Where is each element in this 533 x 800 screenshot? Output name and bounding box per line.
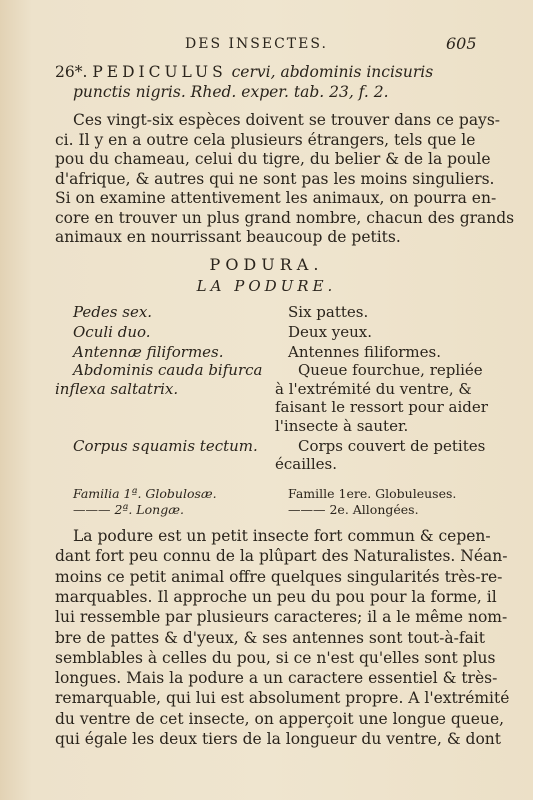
section-french-title: LA PODURE. <box>196 277 337 295</box>
text-line: animaux en nourrissant beaucoup de petits. <box>55 228 401 246</box>
page-number: 605 <box>446 34 477 53</box>
character-latin: Abdominis cauda bifurca <box>73 361 263 379</box>
species-entry-line1 <box>55 62 433 82</box>
character-latin: Corpus squamis tectum. <box>73 437 258 455</box>
character-latin: inflexa saltatrix. <box>55 380 179 398</box>
character-french: à l'extrémité du ventre, & <box>275 380 472 398</box>
family-latin-1: Familia 1ª. Globulosæ. <box>73 486 217 501</box>
character-french: l'insecte à sauter. <box>275 417 409 435</box>
family-latin-2: ——— 2ª. Longæ. <box>73 502 184 517</box>
character-french: Corps couvert de petites <box>298 437 486 455</box>
character-french: Antennes filiformes. <box>288 343 441 361</box>
text-line: semblables à celles du pou, si ce n'est qu'elles sont plus <box>55 648 496 667</box>
running-header <box>0 36 533 56</box>
character-latin: Pedes sex. <box>73 303 153 321</box>
text-line: pou du chameau, celui du tigre, du belier & de la poule <box>55 150 491 168</box>
text-line: longues. Mais la podure a un caractere essentiel & très- <box>55 669 498 688</box>
family-french-2: ——— 2e. Allongées. <box>288 502 419 517</box>
species-description: cervi, abdominis incisuris <box>231 63 434 81</box>
text-line: moins ce petit animal offre quelques singularités très-re- <box>55 567 503 586</box>
text-line: ci. Il y en a outre cela plusieurs étrangers, tels que le <box>55 130 476 149</box>
running-title: DES INSECTES. <box>185 36 328 52</box>
text-line: La podure est un petit insecte fort commun & cepen- <box>73 527 491 545</box>
species-entry-line2: punctis nigris. Rhed. exper. tab. 23, f. 2. <box>73 83 389 101</box>
text-line: dant fort peu connu de la plûpart des Naturalistes. Néan- <box>55 547 508 566</box>
family-french-1: Famille 1ere. Globuleuses. <box>288 486 457 501</box>
text-line: d'afrique, & autres qui ne sont pas les moins singuliers. <box>55 169 495 188</box>
character-latin: Antennæ filiformes. <box>73 343 224 361</box>
species-number: 26*. <box>55 63 88 81</box>
character-latin: Oculi duo. <box>73 323 151 341</box>
text-line: Si on examine attentivement les animaux, on pourra en- <box>55 189 497 207</box>
text-line: Ces vingt-six espèces doivent se trouver dans ce pays- <box>73 111 501 129</box>
text-line: remarquable, qui lui est absolument propre. A l'extrémité <box>55 689 510 708</box>
species-genus: PEDICULUS <box>92 63 227 81</box>
text-line: qui égale les deux tiers de la longueur du ventre, & dont <box>55 730 502 748</box>
character-french: faisant le ressort pour aider <box>275 398 488 416</box>
text-line: lui ressemble par plusieurs caracteres; il a le même nom- <box>55 608 508 627</box>
text-line: bre de pattes & d'yeux, & ses antennes sont tout-à-fait <box>55 628 485 647</box>
text-line: du ventre de cet insecte, on apperçoit une longue queue, <box>55 709 505 728</box>
character-french: Deux yeux. <box>288 323 373 341</box>
character-french: Six pattes. <box>288 303 369 321</box>
section-latin-title: PODURA. <box>209 255 324 274</box>
text-line: marquables. Il approche un peu du pou pour la forme, il <box>55 587 497 606</box>
character-french: écailles. <box>275 455 337 473</box>
character-french: Queue fourchue, repliée <box>298 361 483 379</box>
text-line: core en trouver un plus grand nombre, chacun des grands <box>55 208 515 227</box>
